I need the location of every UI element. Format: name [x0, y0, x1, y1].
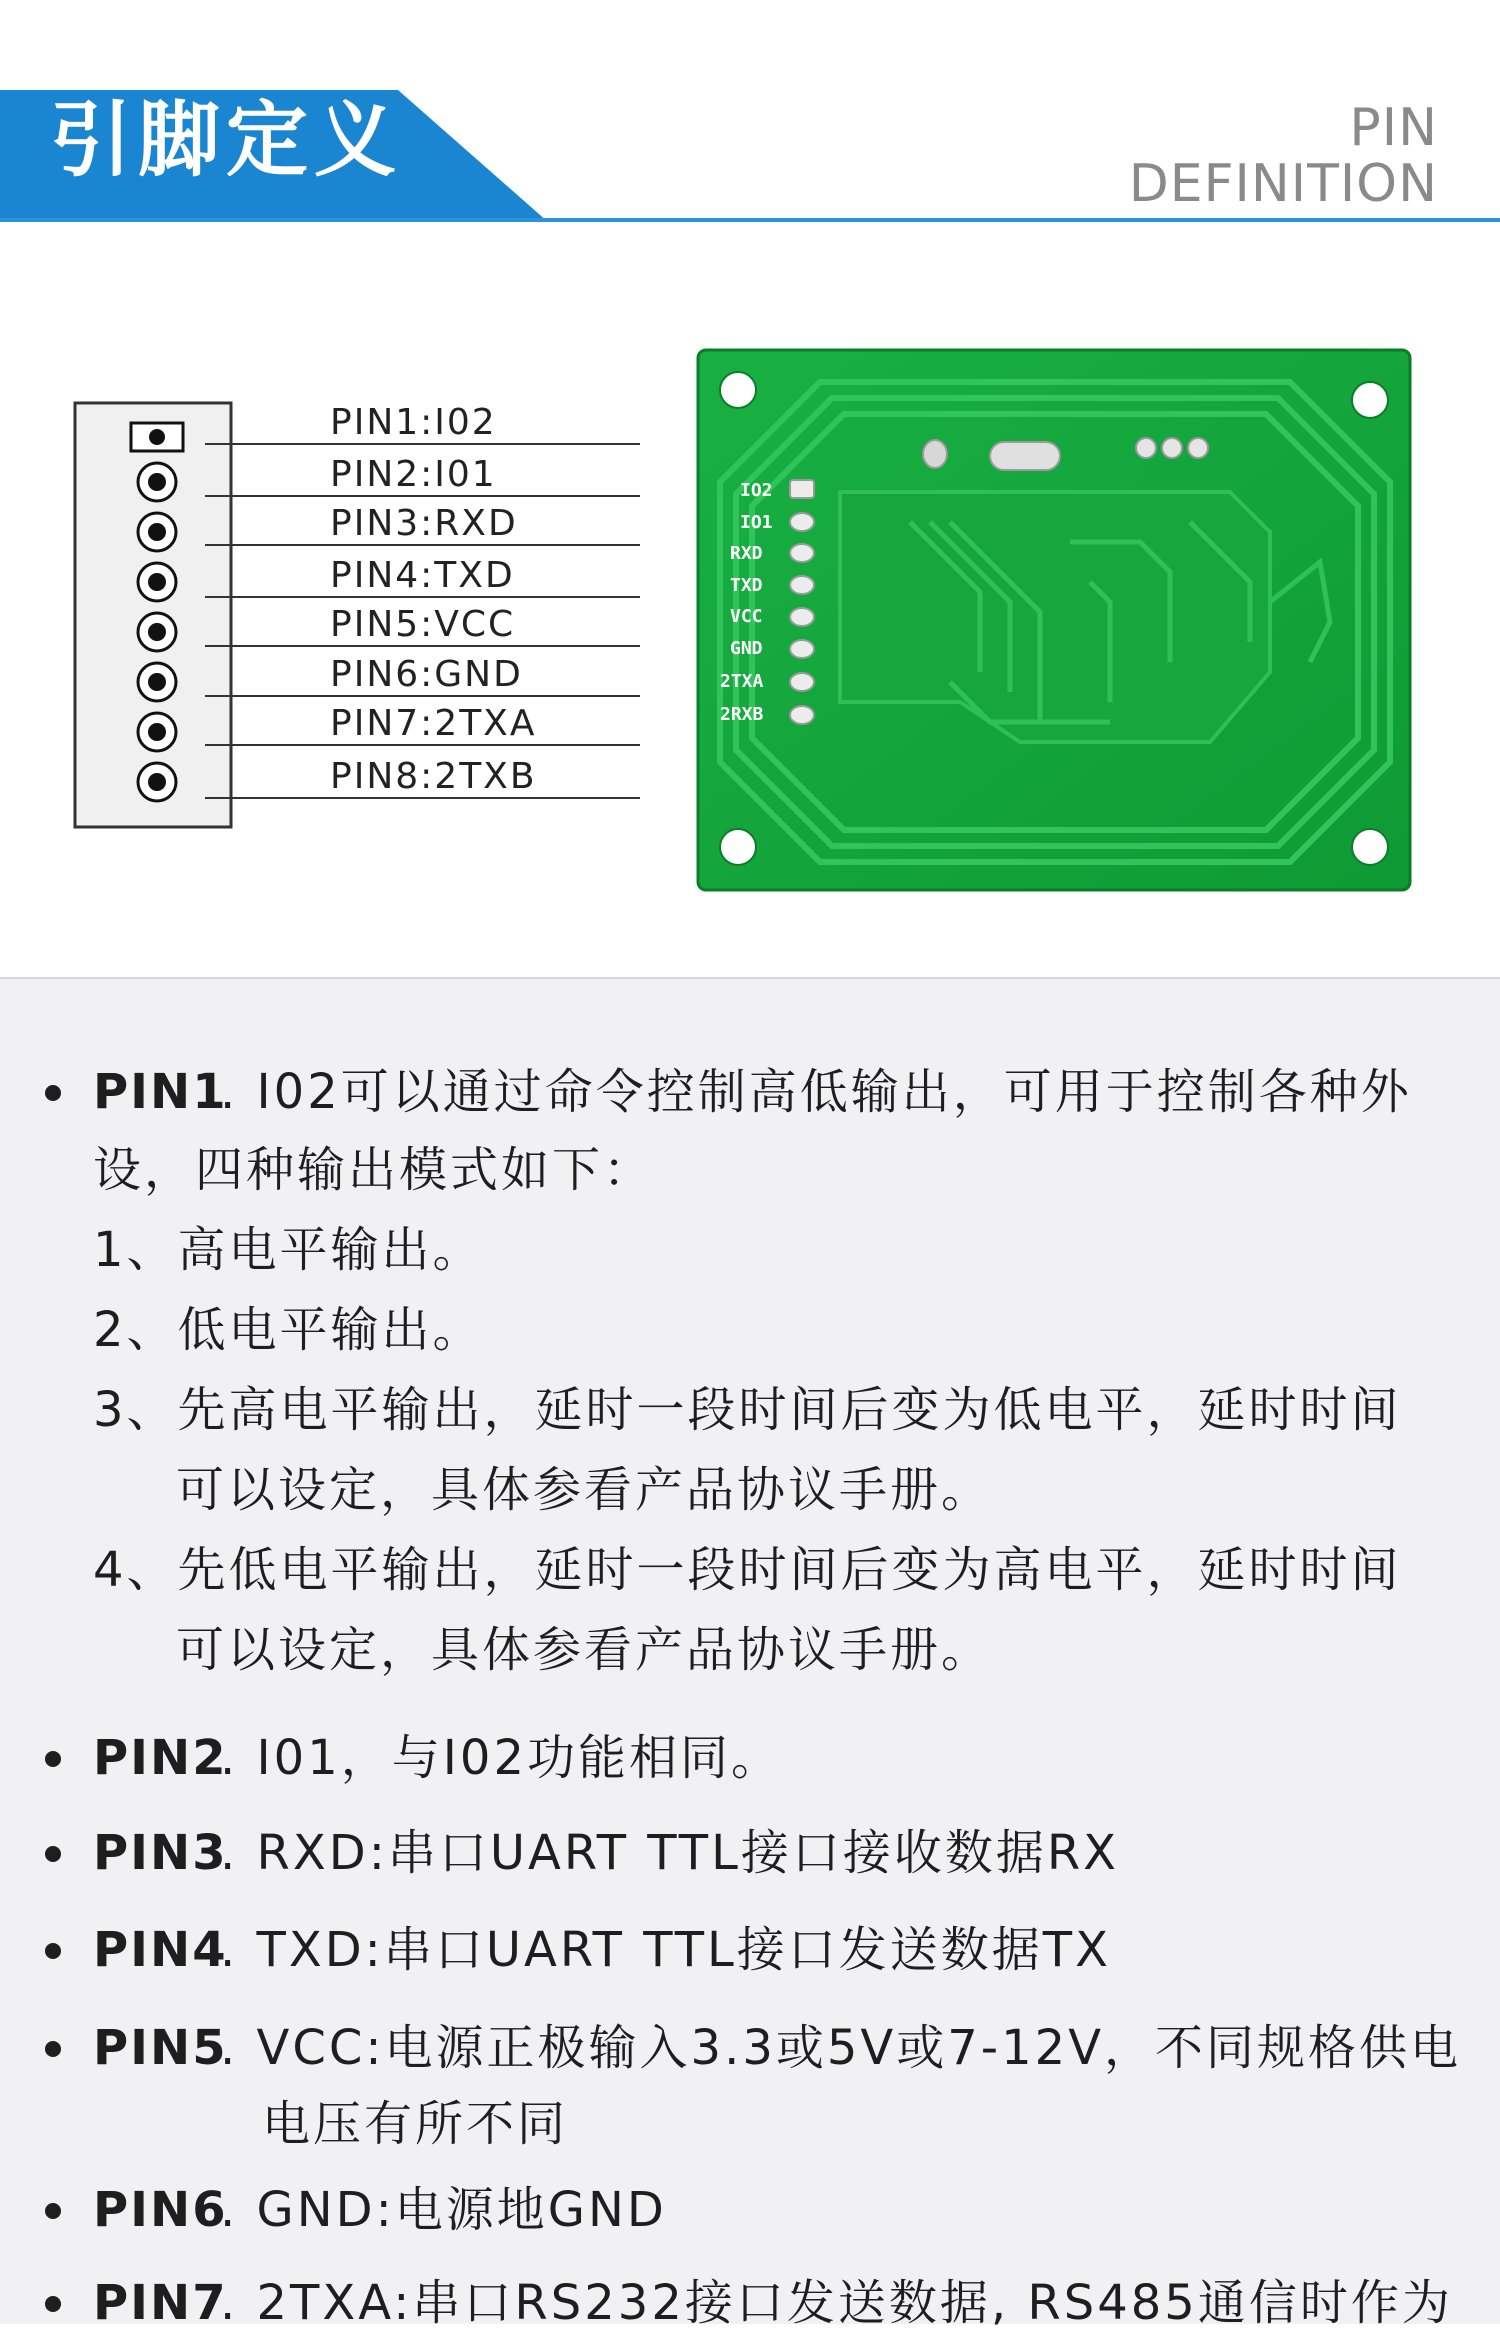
bullet: [45, 1846, 61, 1862]
bullet: [45, 2041, 61, 2057]
pin6-diagram-label: PIN6:GND: [330, 654, 523, 695]
pin3-label: PIN3: [93, 1825, 228, 1881]
pin4-label: PIN4: [93, 1922, 228, 1978]
pin7-diagram-label: PIN7:2TXA: [330, 703, 537, 744]
page-title: 引脚定义: [50, 93, 403, 188]
pin1-mode4-line1: 4、先低电平输出，延时一段时间后变为高电平，延时时间: [93, 1542, 1402, 1598]
pin8-diagram-label: PIN8:2TXB: [330, 756, 537, 797]
pin7-text: . 2TXA:串口RS232接口发送数据, RS485通信时作为: [220, 2275, 1453, 2331]
pin2-label: PIN2: [93, 1730, 228, 1786]
title-en-line2: DEFINITION: [1128, 154, 1438, 214]
pin2-text: . I01，与I02功能相同。: [220, 1730, 782, 1786]
pin1-mode3-line1: 3、先高电平输出，延时一段时间后变为低电平，延时时间: [93, 1382, 1402, 1438]
pin1-mode3-line2: 可以设定，具体参看产品协议手册。: [176, 1462, 993, 1518]
pin3-diagram-label: PIN3:RXD: [330, 503, 518, 544]
bullet: [45, 2296, 61, 2312]
pin4-diagram-label: PIN4:TXD: [330, 555, 515, 596]
pin4-text: . TXD:串口UART TTL接口发送数据TX: [220, 1922, 1112, 1978]
pin-figure: [0, 222, 1500, 977]
pin1-label: PIN1: [93, 1064, 228, 1120]
silk-2txa: 2TXA: [720, 671, 764, 692]
pin1-text-line1: . I02可以通过命令控制高低输出，可用于控制各种外: [220, 1064, 1412, 1120]
silk-io2: IO2: [740, 480, 773, 501]
pin5-diagram-label: PIN5:VCC: [330, 604, 516, 645]
pin5-text-line2: 电压有所不同: [262, 2096, 569, 2152]
pin1-mode1: 1、高电平输出。: [93, 1222, 484, 1278]
pin1-text-line2: 设，四种输出模式如下：: [93, 1142, 655, 1198]
pin1-mode4-line2: 可以设定，具体参看产品协议手册。: [176, 1622, 993, 1678]
pin-diagram: [0, 222, 660, 842]
pin3-text: . RXD:串口UART TTL接口接收数据RX: [220, 1825, 1120, 1881]
pin5-label: PIN5: [93, 2020, 228, 2076]
rfid-module-board: [690, 342, 1420, 902]
page-title-english: [1129, 100, 1438, 212]
silk-io1: IO1: [740, 512, 773, 533]
pin1-diagram-label: PIN1:I02: [330, 402, 497, 443]
page-header: [0, 0, 1500, 222]
pin5-text-line1: . VCC:电源正极输入3.3或5V或7-12V，不同规格供电: [220, 2020, 1462, 2076]
pin2-diagram-label: PIN2:I01: [330, 454, 497, 495]
silk-2rxb: 2RXB: [720, 704, 764, 725]
pin-description-section: [0, 977, 1500, 2331]
pin6-label: PIN6: [93, 2182, 228, 2238]
bullet: [45, 1943, 61, 1959]
bullet: [45, 1751, 61, 1767]
bullet: [45, 2203, 61, 2219]
bullet: [45, 1085, 61, 1101]
pin1-mode2: 2、低电平输出。: [93, 1302, 484, 1358]
pin6-text: . GND:电源地GND: [220, 2182, 667, 2238]
silk-txd: TXD: [730, 575, 763, 596]
pin1-hole: [149, 429, 165, 445]
title-en-line1: PIN: [1349, 98, 1438, 158]
pin7-label: PIN7: [93, 2275, 228, 2331]
silk-rxd: RXD: [730, 543, 763, 564]
silk-vcc: VCC: [730, 606, 763, 627]
silk-gnd: GND: [730, 638, 763, 659]
